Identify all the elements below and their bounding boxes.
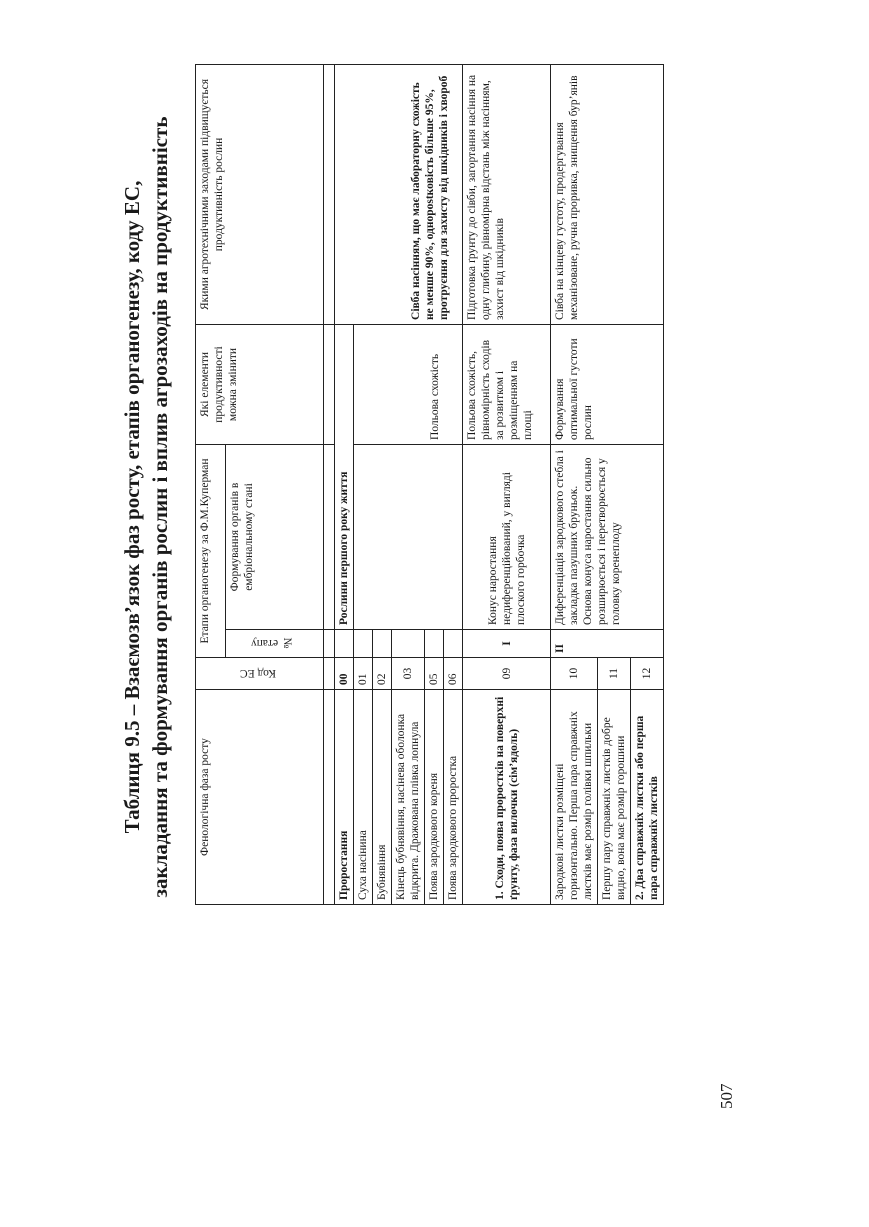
row-3-phase: Кінець бубнявіння, насінева оболонка відкрита. Дражована плівка лопнула (392, 690, 425, 905)
row-7-measures: Сівба на кінцеву густоту, продергування механізоване, ручна проривка, знищення бур’янів (551, 64, 664, 324)
row-2-phase: Бубнявіння (373, 690, 392, 905)
row-7-elements: Формування оптимальної густоти рослин (551, 324, 664, 444)
table-row (463, 64, 551, 904)
row-6-code: 09 (463, 658, 551, 690)
header-row-1 (196, 64, 226, 904)
row-3-code: 03 (392, 658, 425, 690)
row-9-code: 12 (631, 658, 664, 690)
row-1-code: 01 (354, 658, 373, 690)
row-0-code: 00 (335, 658, 354, 690)
row-7-code: 10 (551, 658, 598, 690)
header-elements: Які елементи продуктивності можна змінити (196, 324, 324, 444)
header-code: Код ЕС (196, 658, 324, 690)
row-5-code: 06 (444, 658, 463, 690)
title-line-1: Таблиця 9.5 – Взаємозв’язок фаз росту, етапів органогенезу, коду ЕС, (120, 180, 144, 834)
header-measures: Якими агротехнічними заходами підвищується продуктивність рослин (196, 64, 324, 324)
growth-stages-table (195, 64, 664, 905)
row-7-formation: Диференціація зародкового стебла і закладка пазушних бруньок. Основа конуса наростання сильно розширюється і перетворюється у головку коренеплоду (551, 444, 664, 629)
header-phase: Фенологічна фаза росту (196, 690, 324, 905)
section-row (335, 64, 354, 904)
header-spacer-row (324, 64, 335, 904)
row-6-stage: I (463, 630, 551, 658)
header-organogenesis: Етапи органогенезу за Ф.М.Куперман (196, 444, 226, 657)
row-7-stage: II (551, 630, 664, 658)
row-4-code: 05 (425, 658, 444, 690)
row-9-phase: 2. Два справжніх листки або перша пара справжніх листків (631, 690, 664, 905)
row-6-formation: Конус наростання недиференційований, у вигляді плоского горбочка (463, 444, 551, 629)
table-row (551, 64, 598, 904)
row-1-phase: Суха насінина (354, 690, 373, 905)
section-label: Рослини першого року життя (335, 324, 354, 629)
title-line-2: закладання та формування органів рослин і вплив агрозаходів на продуктивність (148, 116, 172, 898)
table-title (118, 57, 174, 957)
row-0-phase: Проростання (335, 690, 354, 905)
row-6-measures: Підготовка ґрунту до сівби, загортання насіння на одну глибину, рівномірна відстань між насінням, захист від шкідників (463, 64, 551, 324)
row-2-code: 02 (373, 658, 392, 690)
header-stage-no: № етапу (226, 630, 324, 658)
header-formation: Формування органів в ембріональному стані (226, 444, 324, 629)
row-4-phase: Поява зародкового кореня (425, 690, 444, 905)
row-6-elements: Польова схожість, рівномірність сходів за розвитком і розміщенням на площі (463, 324, 551, 444)
row-3-measures: Сівба насінням, що має лабораторну схожість не менше 90%, однорostковість більше 95%, протруєння для захисту від шкідників і хвороб (335, 64, 463, 324)
row-5-phase: Поява зародкового проростка (444, 690, 463, 905)
row-6-phase: 1. Сходи, поява проростків на поверхні ґрунту, фаза вилочки (сім’ядоль) (463, 690, 551, 905)
row-3-elements: Польова схожість (354, 324, 463, 444)
row-8-phase: Першу пару справжніх листків добре видно, вона має розмір горошини (598, 690, 631, 905)
page-number: 507 (717, 1083, 736, 1109)
row-8-code: 11 (598, 658, 631, 690)
row-7-phase: Зародкові листки розміщені горизонтально. Перша пара справжніх листків має розмір голівки шпильки (551, 690, 598, 905)
